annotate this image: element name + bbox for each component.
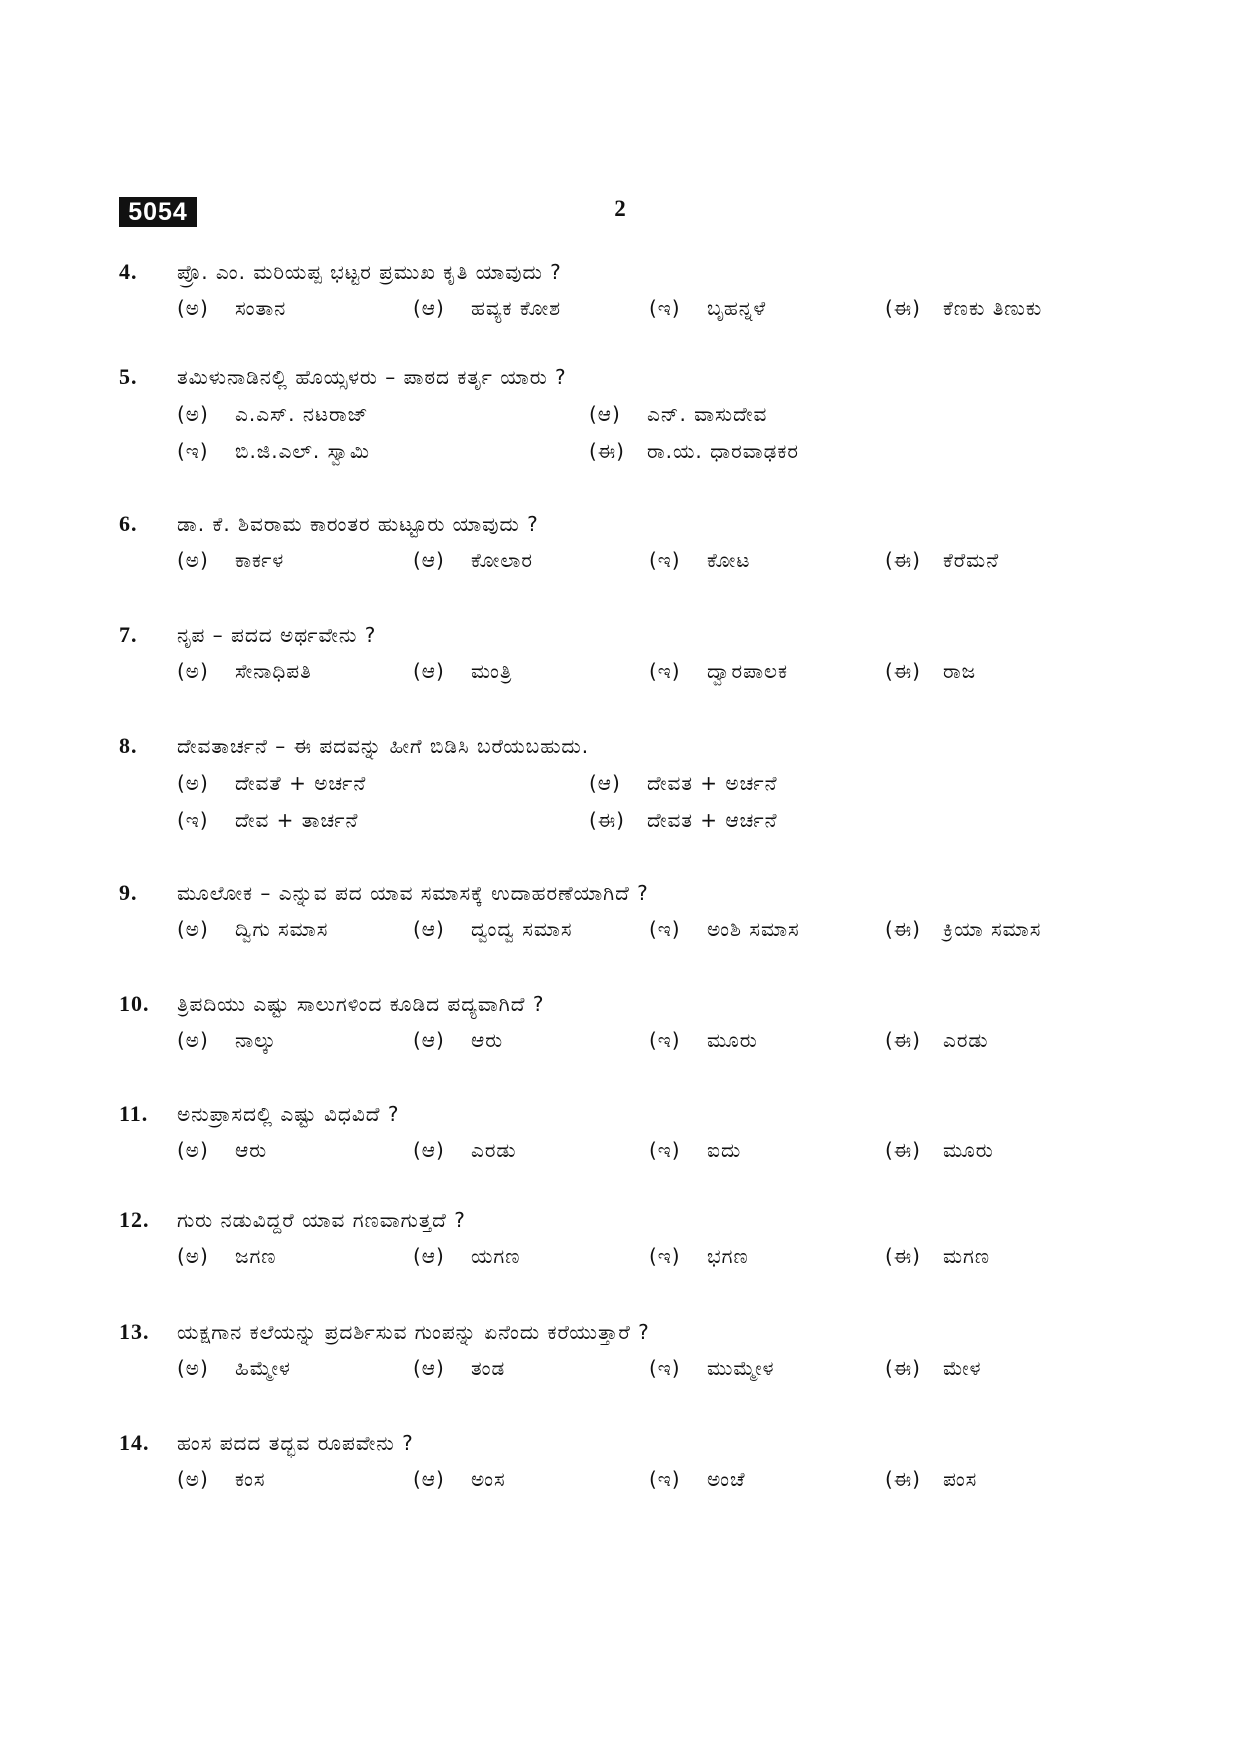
option-b xyxy=(413,656,512,686)
question-number: 11. xyxy=(119,1101,149,1126)
option-text: ಜಗಣ xyxy=(235,1244,277,1268)
option-label: (ಆ) xyxy=(413,296,445,320)
option-label: (ಆ) xyxy=(413,917,445,941)
option-text: ಮೂರು xyxy=(943,1138,994,1162)
option-text: ಅಂಸ xyxy=(471,1467,506,1491)
option-label: (ಇ) xyxy=(177,439,209,463)
option-text: ಆರು xyxy=(471,1028,504,1052)
option-label: (ಅ) xyxy=(177,548,209,572)
option-d xyxy=(885,1025,989,1055)
option-c xyxy=(177,805,358,835)
option-text: ರಾ.ಯ. ಧಾರವಾಢಕರ xyxy=(647,439,799,463)
question-text: ಹಂಸ ಪದದ ತದ್ಭವ ರೂಪವೇನು ? xyxy=(177,1431,414,1455)
option-b xyxy=(413,545,533,575)
option-label: (ಆ) xyxy=(413,1356,445,1380)
option-text: ಯಗಣ xyxy=(471,1244,521,1268)
option-d xyxy=(885,1135,994,1165)
paper-code-badge: 5054 xyxy=(119,197,197,227)
question-text: ಅನುಪ್ರಾಸದಲ್ಲಿ ಎಷ್ಟು ವಿಧವಿದೆ ? xyxy=(177,1102,400,1126)
option-label: (ಅ) xyxy=(177,296,209,320)
option-text: ಕ್ರಿಯಾ ಸಮಾಸ xyxy=(943,917,1042,941)
option-d xyxy=(885,545,999,575)
option-label: (ಆ) xyxy=(413,548,445,572)
option-label: (ಆ) xyxy=(589,771,621,795)
option-label: (ಆ) xyxy=(413,1028,445,1052)
option-d xyxy=(589,805,778,835)
option-label: (ಆ) xyxy=(413,1138,445,1162)
option-a xyxy=(177,914,328,944)
question-number: 7. xyxy=(119,622,138,647)
option-b xyxy=(413,1241,520,1271)
option-c xyxy=(649,1135,741,1165)
option-text: ಅಂಶಿ ಸಮಾಸ xyxy=(707,917,800,941)
option-text: ಬಿ.ಜಿ.ಎಲ್. ಸ್ವಾಮಿ xyxy=(235,439,370,463)
question-number: 13. xyxy=(119,1319,150,1344)
option-label: (ಆ) xyxy=(413,1244,445,1268)
option-b xyxy=(589,768,778,798)
option-b xyxy=(413,1464,506,1494)
question-text: ಡಾ. ಕೆ. ಶಿವರಾಮ ಕಾರಂತರ ಹುಟ್ಟೂರು ಯಾವುದು ? xyxy=(177,512,539,536)
option-text: ರಾಜ xyxy=(943,659,977,683)
question-text: ಮೂಲೋಕ – ಎನ್ನುವ ಪದ ಯಾವ ಸಮಾಸಕ್ಕೆ ಉದಾಹರಣೆಯಾಗಿದೆ ? xyxy=(177,881,649,905)
option-label: (ಅ) xyxy=(177,659,209,683)
option-c xyxy=(177,436,370,466)
question-text: ತ್ರಿಪದಿಯು ಎಷ್ಟು ಸಾಲುಗಳಿಂದ ಕೂಡಿದ ಪದ್ಯವಾಗಿದೆ ? xyxy=(177,992,545,1016)
option-label: (ಆ) xyxy=(413,1467,445,1491)
option-label: (ಅ) xyxy=(177,402,209,426)
option-text: ಮುಮ್ಮೇಳ xyxy=(707,1356,775,1380)
option-text: ದ್ವಾರಪಾಲಕ xyxy=(707,659,788,683)
option-text: ಆರು xyxy=(235,1138,268,1162)
option-label: (ಇ) xyxy=(649,1028,681,1052)
option-text: ಮಂತ್ರಿ xyxy=(471,659,513,683)
option-text: ಅಂಚೆ xyxy=(707,1467,746,1491)
option-c xyxy=(649,1464,746,1494)
option-a xyxy=(177,1025,276,1055)
option-label: (ಇ) xyxy=(649,1244,681,1268)
option-text: ದ್ವಂದ್ವ ಸಮಾಸ xyxy=(471,917,573,941)
option-d xyxy=(885,1464,977,1494)
option-c xyxy=(649,656,788,686)
option-label: (ಈ) xyxy=(885,1356,921,1380)
option-text: ಪಂಸ xyxy=(943,1467,978,1491)
option-text: ಕಾರ್ಕಳ xyxy=(235,548,285,572)
option-text: ಎ.ಎಸ್. ನಟರಾಜ್ xyxy=(235,402,369,426)
option-a xyxy=(177,1353,291,1383)
option-a xyxy=(177,545,284,575)
option-text: ಕಂಸ xyxy=(235,1467,266,1491)
option-label: (ಈ) xyxy=(885,548,921,572)
option-label: (ಅ) xyxy=(177,1028,209,1052)
question-number: 12. xyxy=(119,1207,150,1232)
option-label: (ಈ) xyxy=(885,296,921,320)
question-number: 8. xyxy=(119,733,138,758)
option-a xyxy=(177,1464,265,1494)
option-b xyxy=(589,399,767,429)
option-d xyxy=(885,293,1042,323)
option-label: (ಇ) xyxy=(177,808,209,832)
option-text: ನಾಲ್ಕು xyxy=(235,1028,277,1052)
option-label: (ಈ) xyxy=(885,917,921,941)
option-label: (ಈ) xyxy=(885,1028,921,1052)
option-text: ಮೇಳ xyxy=(943,1356,982,1380)
option-text: ದೇವ + ತಾರ್ಚನೆ xyxy=(235,808,359,832)
option-text: ದೇವತ + ಆರ್ಚನೆ xyxy=(647,808,778,832)
option-text: ಹವ್ಯಕ ಕೋಶ xyxy=(471,296,562,320)
option-label: (ಇ) xyxy=(649,1138,681,1162)
option-label: (ಇ) xyxy=(649,548,681,572)
question-text: ತಮಿಳುನಾಡಿನಲ್ಲಿ ಹೊಯ್ಸಳರು – ಪಾಠದ ಕರ್ತೃ ಯಾರು ? xyxy=(177,365,567,389)
option-label: (ಅ) xyxy=(177,1244,209,1268)
option-d xyxy=(589,436,799,466)
option-label: (ಅ) xyxy=(177,1467,209,1491)
question-text: ನೃಪ – ಪದದ ಅರ್ಥವೇನು ? xyxy=(177,623,377,647)
option-text: ಹಿಮ್ಮೇಳ xyxy=(235,1356,291,1380)
question-text: ಪ್ರೊ. ಎಂ. ಮರಿಯಪ್ಪ ಭಟ್ಟರ ಪ್ರಮುಖ ಕೃತಿ ಯಾವುದು ? xyxy=(177,260,562,284)
option-label: (ಇ) xyxy=(649,917,681,941)
option-c xyxy=(649,1353,775,1383)
option-label: (ಈ) xyxy=(885,1244,921,1268)
option-label: (ಇ) xyxy=(649,1356,681,1380)
option-text: ಎನ್. ವಾಸುದೇವ xyxy=(647,402,768,426)
option-label: (ಅ) xyxy=(177,1356,209,1380)
option-a xyxy=(177,1241,276,1271)
option-text: ಎರಡು xyxy=(943,1028,989,1052)
option-a xyxy=(177,399,369,429)
option-text: ಕೆಣಕು ತಿಣುಕು xyxy=(943,296,1043,320)
option-c xyxy=(649,914,800,944)
option-text: ಭಗಣ xyxy=(707,1244,749,1268)
option-label: (ಈ) xyxy=(885,1467,921,1491)
question-number: 5. xyxy=(119,364,138,389)
option-b xyxy=(413,1025,503,1055)
option-text: ಬೃಹನ್ನಳೆ xyxy=(707,296,767,320)
question-number: 6. xyxy=(119,511,138,536)
question-text: ಯಕ್ಷಗಾನ ಕಲೆಯನ್ನು ಪ್ರದರ್ಶಿಸುವ ಗುಂಪನ್ನು ಏನೆಂದು ಕರೆಯುತ್ತಾರೆ ? xyxy=(177,1320,650,1344)
option-b xyxy=(413,1135,517,1165)
option-text: ಕೆರೆಮನೆ xyxy=(943,548,1000,572)
option-label: (ಇ) xyxy=(649,296,681,320)
option-text: ದೇವತ + ಅರ್ಚನೆ xyxy=(647,771,778,795)
option-text: ಐದು xyxy=(707,1138,742,1162)
option-c xyxy=(649,1241,749,1271)
question-number: 9. xyxy=(119,880,138,905)
option-label: (ಈ) xyxy=(589,808,625,832)
option-label: (ಇ) xyxy=(649,1467,681,1491)
option-text: ಮಗಣ xyxy=(943,1244,991,1268)
option-label: (ಅ) xyxy=(177,771,209,795)
option-text: ತಂಡ xyxy=(471,1356,506,1380)
option-label: (ಆ) xyxy=(589,402,621,426)
question-number: 4. xyxy=(119,259,138,284)
question-text: ಗುರು ನಡುವಿದ್ದರೆ ಯಾವ ಗಣವಾಗುತ್ತದೆ ? xyxy=(177,1208,466,1232)
option-c xyxy=(649,1025,758,1055)
option-text: ದೇವತೆ + ಅರ್ಚನೆ xyxy=(235,771,367,795)
question-number: 14. xyxy=(119,1430,150,1455)
option-text: ಕೋಟ xyxy=(707,548,751,572)
question-number: 10. xyxy=(119,991,150,1016)
option-label: (ಅ) xyxy=(177,917,209,941)
option-label: (ಆ) xyxy=(413,659,445,683)
option-d xyxy=(885,914,1041,944)
option-text: ಕೋಲಾರ xyxy=(471,548,533,572)
option-d xyxy=(885,1241,990,1271)
option-a xyxy=(177,293,286,323)
option-label: (ಅ) xyxy=(177,1138,209,1162)
option-text: ಮೂರು xyxy=(707,1028,758,1052)
option-label: (ಈ) xyxy=(885,659,921,683)
option-label: (ಈ) xyxy=(589,439,625,463)
option-text: ಸೇನಾಧಿಪತಿ xyxy=(235,659,312,683)
option-b xyxy=(413,914,573,944)
option-a xyxy=(177,656,312,686)
option-c xyxy=(649,545,750,575)
option-a xyxy=(177,1135,267,1165)
page-number: 2 xyxy=(614,196,626,221)
option-label: (ಇ) xyxy=(649,659,681,683)
option-b xyxy=(413,1353,505,1383)
option-d xyxy=(885,656,976,686)
option-c xyxy=(649,293,766,323)
question-text: ದೇವತಾರ್ಚನೆ – ಈ ಪದವನ್ನು ಹೀಗೆ ಬಿಡಿಸಿ ಬರೆಯಬಹುದು. xyxy=(177,734,590,758)
option-text: ಸಂತಾನ xyxy=(235,296,287,320)
option-text: ಎರಡು xyxy=(471,1138,517,1162)
option-a xyxy=(177,768,366,798)
option-d xyxy=(885,1353,981,1383)
option-b xyxy=(413,293,561,323)
option-text: ದ್ವಿಗು ಸಮಾಸ xyxy=(235,917,329,941)
option-label: (ಈ) xyxy=(885,1138,921,1162)
